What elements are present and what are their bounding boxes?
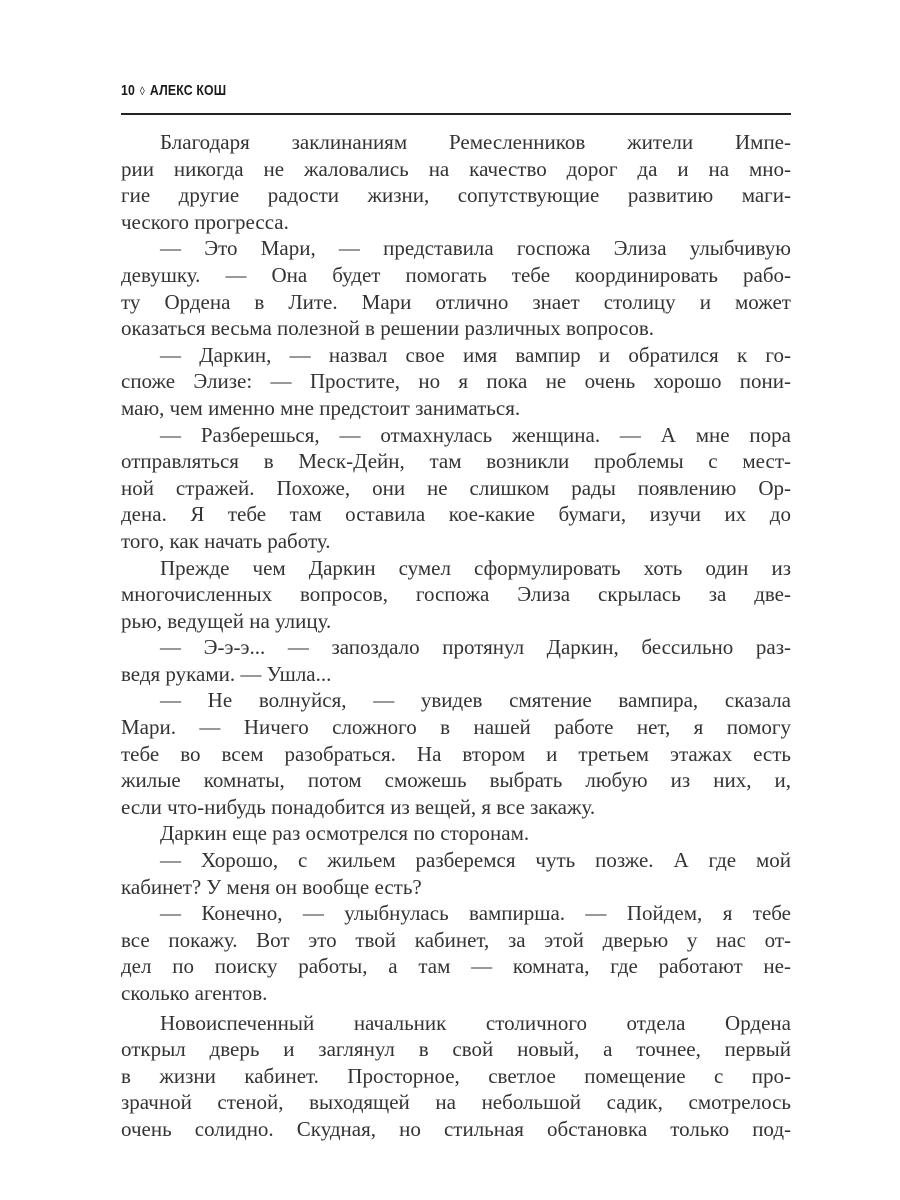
text-line: — Конечно, — улыбнулась вампирша. — Пойдем, я тебе — [160, 901, 791, 926]
text-line: ческого прогресса. — [121, 209, 289, 234]
text-line: Новоиспеченный начальник столичного отдела Ордена — [160, 1010, 791, 1035]
text-line: Благодаря заклинаниям Ремесленников жители Импе- — [160, 130, 791, 154]
paragraph — [121, 634, 791, 687]
text-line: ту Ордена в Лите. Мари отлично знает столицу и может — [121, 289, 791, 314]
text-line: рью, ведущей на улицу. — [121, 608, 332, 633]
text-line: гие другие радости жизни, сопутствующие развитию маги- — [121, 183, 791, 208]
paragraph — [121, 687, 791, 820]
text-line: если что-нибудь понадобится из вещей, я все закажу. — [121, 794, 596, 819]
paragraph — [121, 129, 791, 235]
text-line: того, как начать работу. — [121, 528, 331, 553]
paragraph — [121, 555, 791, 635]
text-line: кабинет? У меня он вообще есть? — [121, 874, 422, 899]
text-line: — Разберешься, — отмахнулась женщина. — А мне пора — [160, 422, 791, 447]
text-line: дел по поиску работы, а там — комната, где работают не- — [121, 954, 791, 979]
text-line: — Не волнуйся, — увидев смятение вампира, сказала — [160, 688, 791, 713]
page-number: 10 — [121, 82, 136, 99]
text-line: все покажу. Вот это твой кабинет, за этой дверью у нас от- — [121, 927, 791, 952]
paragraph — [121, 900, 791, 1006]
text-line: Даркин еще раз осмотрелся по сторонам. — [160, 821, 530, 846]
text-line: сколько агентов. — [121, 981, 268, 1005]
text-line: в жизни кабинет. Просторное, светлое помещение с про- — [121, 1063, 791, 1088]
text-line: многочисленных вопросов, госпожа Элиза скрылась за две- — [121, 582, 791, 607]
text-line: очень солидно. Скудная, но стильная обстановка только под- — [121, 1116, 791, 1141]
paragraph — [121, 847, 791, 900]
diamond-separator-icon: ◊ — [139, 84, 145, 98]
text-line: зрачной стеной, выходящей на небольшой садик, смотрелось — [121, 1090, 791, 1115]
text-line: девушку. — Она будет помогать тебе координировать рабо- — [121, 262, 791, 287]
header-rule — [121, 113, 791, 115]
text-line: дена. Я тебе там оставила кое-какие бумаги, изучи их до — [121, 502, 791, 527]
text-line: — Хорошо, с жильем разберемся чуть позже. А где мой — [160, 848, 791, 873]
text-line: споже Элизе: — Простите, но я пока не очень хорошо пони- — [121, 369, 791, 394]
text-line: ной стражей. Похоже, они не слишком рады появлению Ор- — [121, 475, 791, 500]
text-line: отправляться в Меск-Дейн, там возникли проблемы с мест- — [121, 449, 791, 474]
text-line: — Э-э-э... — запоздало протянул Даркин, бессильно раз- — [160, 635, 791, 660]
text-line: ведя руками. — Ушла... — [121, 661, 332, 686]
text-line: тебе во всем разобраться. На втором и третьем этажах есть — [121, 741, 791, 766]
text-line: жилые комнаты, потом сможешь выбрать любую из них, и, — [121, 768, 791, 793]
text-line: оказаться весьма полезной в решении различных вопросов. — [121, 316, 655, 341]
author-name: АЛЕКС КОШ — [149, 82, 227, 99]
paragraph — [121, 820, 791, 847]
text-line: — Это Мари, — представила госпожа Элиза улыбчивую — [160, 236, 791, 261]
text-line: открыл дверь и заглянул в свой новый, а точнее, первый — [121, 1037, 791, 1062]
text-line: Мари. — Ничего сложного в нашей работе нет, я помогу — [121, 715, 791, 740]
text-line: маю, чем именно мне предстоит заниматься. — [121, 395, 521, 420]
text-line: Прежде чем Даркин сумел сформулировать хоть один из — [160, 555, 791, 580]
paragraph — [121, 342, 791, 422]
text-line: рии никогда не жаловались на качество дорог да и на мно- — [121, 156, 791, 181]
paragraph — [121, 235, 791, 341]
running-header — [121, 82, 226, 99]
text-line: — Даркин, — назвал свое имя вампир и обратился к го- — [160, 342, 791, 367]
paragraph — [121, 1010, 791, 1143]
paragraph — [121, 422, 791, 555]
page-body-text — [121, 129, 791, 1143]
